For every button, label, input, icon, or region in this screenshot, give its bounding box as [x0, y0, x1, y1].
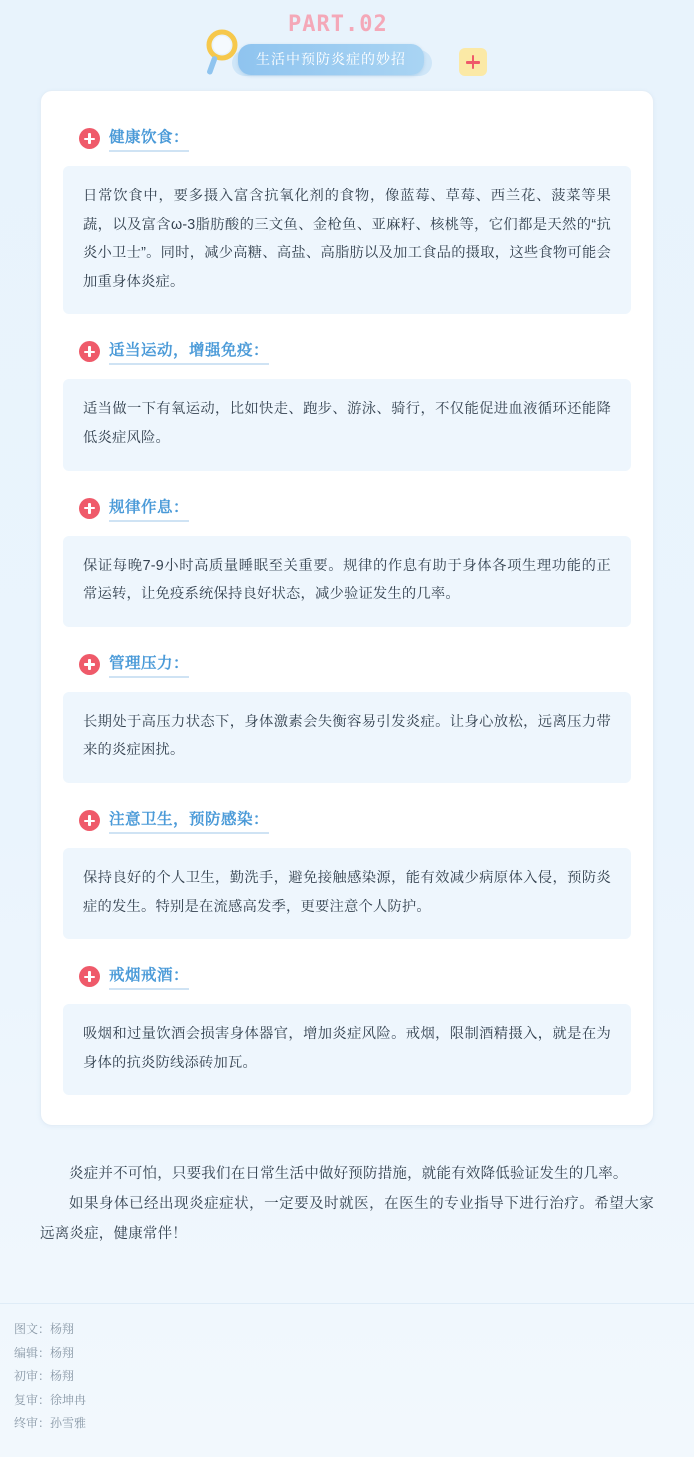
plus-circle-icon — [79, 128, 100, 149]
banner-title-text: 生活中预防炎症的妙招 — [256, 51, 406, 67]
plus-circle-icon — [79, 341, 100, 362]
section-hygiene — [63, 807, 631, 939]
section-title: 规律作息： — [109, 495, 189, 522]
part-banner — [0, 0, 694, 90]
plus-circle-icon — [79, 810, 100, 831]
closing-paragraphs — [40, 1160, 654, 1249]
section-header — [79, 807, 631, 834]
section-header — [79, 338, 631, 365]
plus-circle-icon — [79, 654, 100, 675]
section-body: 适当做一下有氧运动，比如快走、跑步、游泳、骑行，不仅能促进血液循环还能降低炎症风险。 — [63, 379, 631, 470]
section-quit-smoking-drinking — [63, 963, 631, 1095]
magnifier-icon — [202, 28, 246, 76]
section-body: 长期处于高压力状态下，身体激素会失衡容易引发炎症。让身心放松，远离压力带来的炎症困扰。 — [63, 692, 631, 783]
section-header — [79, 651, 631, 678]
credit-line-editor: 编辑：杨翔 — [14, 1345, 75, 1360]
section-header — [79, 125, 631, 152]
credit-line-final-review: 终审：孙雪雅 — [14, 1416, 87, 1431]
section-title: 适当运动，增强免疫： — [109, 338, 269, 365]
credit-line-photo-text: 图文：杨翔 — [14, 1322, 75, 1337]
closing-paragraph-2: 如果身体已经出现炎症症状，一定要及时就医，在医生的专业指导下进行治疗。希望大家远离炎症，健康常伴！ — [40, 1196, 654, 1242]
section-exercise — [63, 338, 631, 470]
banner-title-pill — [238, 44, 424, 75]
section-header — [79, 963, 631, 990]
credits-block — [0, 1303, 694, 1457]
section-healthy-diet — [63, 125, 631, 314]
section-regular-rest — [63, 495, 631, 627]
medical-plus-icon — [459, 48, 487, 76]
part-label: PART.02 — [288, 12, 388, 37]
section-body: 保证每晚7-9小时高质量睡眠至关重要。规律的作息有助于身体各项生理功能的正常运转，让免疫系统保持良好状态，减少验证发生的几率。 — [63, 536, 631, 627]
plus-circle-icon — [79, 498, 100, 519]
section-title: 健康饮食： — [109, 125, 189, 152]
section-body: 吸烟和过量饮酒会损害身体器官，增加炎症风险。戒烟，限制酒精摄入，就是在为身体的抗炎防线添砖加瓦。 — [63, 1004, 631, 1095]
section-body: 日常饮食中，要多摄入富含抗氧化剂的食物，像蓝莓、草莓、西兰花、菠菜等果蔬，以及富含ω-3脂肪酸的三文鱼、金枪鱼、亚麻籽、核桃等，它们都是天然的“抗炎小卫士”。同时，减少高糖、高盐、高脂肪以及加工食品的摄取，这些食物可能会加重身体炎症。 — [63, 166, 631, 314]
section-title: 戒烟戒酒： — [109, 963, 189, 990]
section-header — [79, 495, 631, 522]
section-body: 保持良好的个人卫生，勤洗手，避免接触感染源，能有效减少病原体入侵，预防炎症的发生。特别是在流感高发季，更要注意个人防护。 — [63, 848, 631, 939]
credit-line-second-review: 复审：徐坤冉 — [14, 1392, 87, 1407]
section-title: 管理压力： — [109, 651, 189, 678]
section-stress-management — [63, 651, 631, 783]
plus-circle-icon — [79, 966, 100, 987]
closing-paragraph-1: 炎症并不可怕，只要我们在日常生活中做好预防措施，就能有效降低验证发生的几率。 — [69, 1166, 628, 1183]
plus-bar-vertical — [472, 55, 475, 69]
section-title: 注意卫生，预防感染： — [109, 807, 269, 834]
content-card — [40, 90, 654, 1126]
credit-line-first-review: 初审：杨翔 — [14, 1369, 75, 1384]
